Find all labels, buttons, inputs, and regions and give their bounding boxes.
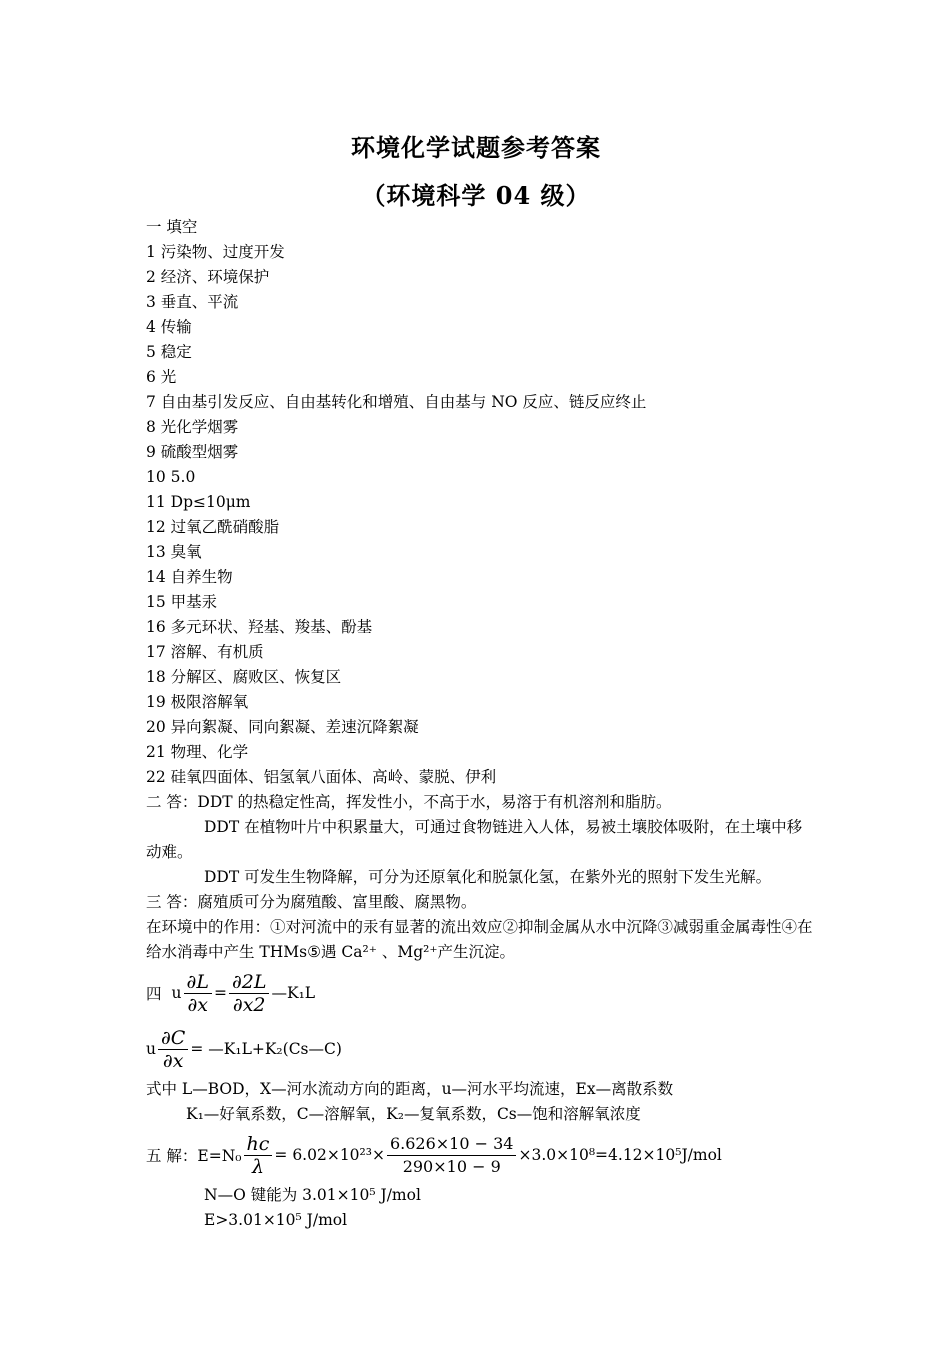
answer-content [146, 215, 816, 1233]
document-title: 环境化学试题参考答案 [351, 133, 601, 162]
section2-paragraph-2: DDT 可发生生物降解，可分为还原氧化和脱氯化氢，在紫外光的照射下发生光解。 [204, 868, 772, 886]
d2l-dx2-fraction [229, 971, 270, 1016]
fill-blank-answer-item: 19 极限溶解氧 [146, 693, 249, 711]
fill-blank-answer-item: 13 臭氧 [146, 543, 202, 561]
fill-blank-answer-item: 20 异向絮凝、同向絮凝、差速沉降絮凝 [146, 718, 419, 736]
fraction-numerator: ∂L [184, 971, 212, 994]
fill-blank-answer-item: 9 硫酸型烟雾 [146, 443, 239, 461]
fraction-numerator: hc [244, 1133, 273, 1156]
fill-blank-answer-item: 21 物理、化学 [146, 743, 249, 761]
dl-dx-fraction [184, 971, 212, 1016]
fill-blank-answer-item: 17 溶解、有机质 [146, 643, 264, 661]
section2-answer-line: 二 答：DDT 的热稳定性高，挥发性小，不高于水，易溶于有机溶剂和脂肪。 [146, 793, 672, 811]
section4-label: 四 [146, 985, 162, 1003]
fill-blank-answer-item: 16 多元环状、羟基、羧基、酚基 [146, 618, 373, 636]
section2-paragraph-1: DDT 在植物叶片中积累量大，可通过食物链进入人体，易被土壤胶体吸附，在土壤中移动难。 [146, 818, 803, 861]
section4-equation-2: u $\frac{\partial C}{\partial x}$ = —K₁L+K₂(Cs—C) [146, 1026, 342, 1072]
section5-equation [146, 1127, 816, 1183]
fill-blank-answer-item: 8 光化学烟雾 [146, 418, 239, 436]
fill-blank-answer-item: 15 甲基汞 [146, 593, 218, 611]
fill-blank-answer-item: 12 过氧乙酰硝酸脂 [146, 518, 280, 536]
hc-lambda-fraction [244, 1133, 273, 1178]
section1-heading: 一 填空 [146, 218, 198, 236]
fill-blank-answer-item: 14 自养生物 [146, 568, 233, 586]
section3-paragraph: 在环境中的作用：①对河流中的汞有显著的流出效应②抑制金属从水中沉降③减弱重金属毒性④在给水消毒中产生 THMs⑤遇 Ca²⁺ 、Mg²⁺产生沉淀。 [146, 918, 813, 961]
fraction-numerator: 6.626×10 − 34 [387, 1133, 517, 1156]
fill-blank-answer-item: 10 5.0 [146, 468, 196, 486]
fraction-denominator: 290×10 − 9 [402, 1156, 501, 1176]
section4-definitions-2: K₁—好氧系数，C—溶解氧，K₂—复氧系数，Cs—饱和溶解氧浓度 [186, 1105, 641, 1123]
document-subtitle: （环境科学 04 级） [361, 181, 591, 210]
fill-blank-answer-item: 1 污染物、过度开发 [146, 243, 285, 261]
fill-blank-answer-item: 7 自由基引发反应、自由基转化和增殖、自由基与 NO 反应、链反应终止 [146, 393, 647, 411]
fill-blank-answer-item: 22 硅氧四面体、铝氢氧八面体、高岭、蒙脱、伊利 [146, 768, 497, 786]
equation-prefix: 五 解：E=N₀ [146, 1147, 242, 1165]
equation-tail: ×3.0×10⁸=4.12×10⁵J/mol [518, 1146, 722, 1164]
fraction-denominator: λ [251, 1155, 264, 1178]
section3-answer-line: 三 答：腐殖质可分为腐殖酸、富里酸、腐黑物。 [146, 893, 477, 911]
section5-line-2: N—O 键能为 3.01×10⁵ J/mol [204, 1186, 421, 1204]
fraction-denominator: ∂x [187, 993, 208, 1016]
equation-middle: = 6.02×10²³× [274, 1146, 385, 1164]
section5-line-3: E>3.01×10⁵ J/mol [204, 1211, 348, 1229]
fill-blank-answer-item: 11 Dp≤10μm [146, 493, 251, 511]
section4-definitions-1: 式中 L—BOD，X—河水流动方向的距离，u—河水平均流速，Ex—离散系数 [146, 1080, 674, 1098]
fraction-numerator: ∂C [158, 1027, 188, 1050]
fill-blank-answer-list [146, 240, 816, 790]
fill-blank-answer-item: 5 稳定 [146, 343, 192, 361]
section4-equation-1: 四 u $\frac{\partial L}{\partial x}$ = $\frac{\partial 2L}{\partial x2}$ —K₁L [146, 970, 316, 1016]
fraction-denominator: ∂x [162, 1049, 184, 1072]
fraction-denominator: ∂x2 [232, 993, 266, 1016]
equation-tail: —K₁L [271, 984, 316, 1002]
equation-tail: = —K₁L+K₂(Cs—C) [190, 1040, 342, 1058]
dc-dx-fraction [158, 1027, 188, 1072]
planck-ratio-fraction [387, 1133, 517, 1178]
fill-blank-answer-item: 4 传输 [146, 318, 192, 336]
fill-blank-answer-item: 18 分解区、腐败区、恢复区 [146, 668, 342, 686]
fraction-numerator: ∂2L [229, 971, 270, 994]
fill-blank-answer-item: 2 经济、环境保护 [146, 268, 270, 286]
fill-blank-answer-item: 3 垂直、平流 [146, 293, 239, 311]
fill-blank-answer-item: 6 光 [146, 368, 177, 386]
